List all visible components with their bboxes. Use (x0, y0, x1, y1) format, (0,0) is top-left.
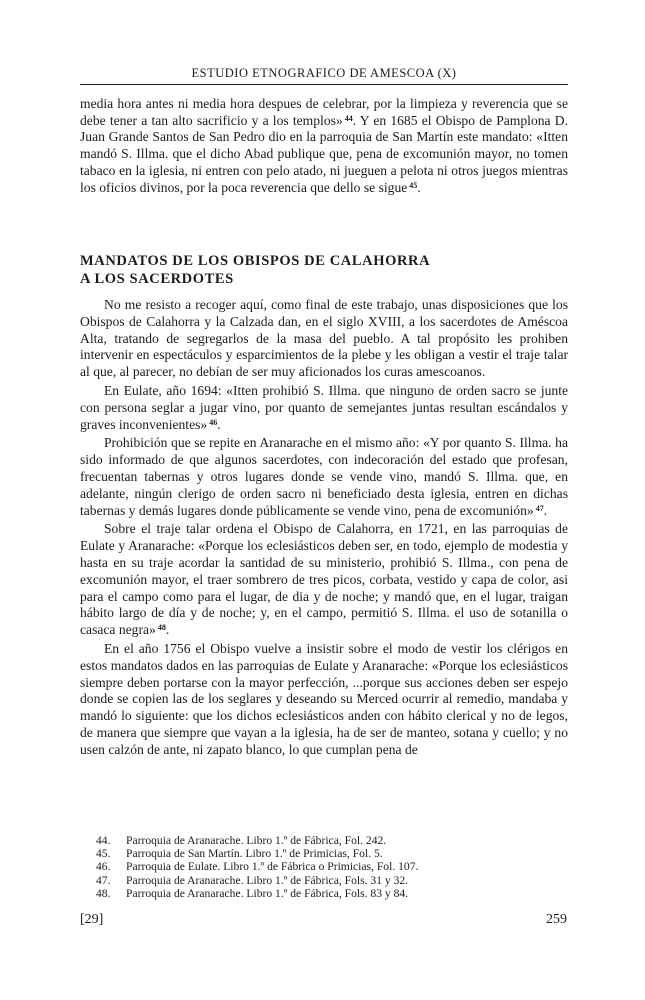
intro-paragraph (80, 96, 568, 196)
section-body (80, 297, 568, 761)
running-header: ESTUDIO ETNOGRAFICO DE AMESCOA (X) (191, 66, 457, 80)
header-rule (80, 84, 568, 85)
paragraph-tail: . (217, 416, 221, 432)
footnote-number: 44. (96, 834, 111, 847)
footnote (96, 887, 566, 900)
section-heading-line-2: A LOS SACERDOTES (80, 271, 234, 287)
page-number: 259 (546, 912, 567, 927)
footnote-number: 47. (96, 873, 111, 887)
paragraph-tail: . (543, 502, 548, 518)
paragraph-text: En Eulate, año 1694: «Itten prohibió S. Illma. que ninguno de orden sacro se junte con persona seglar a jugar vino, por quanto de semejantes juntas resultan escándalos y graves inconvenientes» (80, 382, 568, 432)
paragraph-tail: . (165, 622, 170, 638)
footnote-text: Parroquia de San Martín. Libro 1.º de Primicias, Fol. 5. (126, 847, 383, 861)
paragraph-text: Sobre el traje talar ordena el Obispo de Calahorra, en 1721, en las parroquias de Eulate y Aranarache: «Porque los eclesiásticos deben ser, en todo, ejemplo de modestia y hasta en su traje acordar la santidad de su ministerio, prohibió S. Illma., con pena de excomunión mayor, el traer sombrero de tres picos, corbata, vestido y capa de color, asi para el campo como para el lugar, de dia y de noche; y mandó que, en el lugar, traigan hábito largo de día y de noche; y, en el campo, permitió S. Illma. el uso de sotanilla o casaca negra» (80, 521, 568, 638)
footnote-number: 45. (96, 847, 111, 861)
paragraph (80, 297, 568, 381)
intro-text-2: . Y en 1685 el Obispo de Pamplona D. Juan Grande Santos de San Pedro dio en la parroquia de San Martín este mandato: «Itten mandó S. Illma. que el dicho Abad publique que, pena de excomunión mayor, no tomen tabaco en la iglesia, ni entren con pelo atado, ni jueguen a pelota ni otros juegos mientras los oficios divinos, por la poca reverencia que dello se sigue (80, 112, 568, 195)
folio-bracket-number: [29] (80, 912, 104, 927)
footnote-ref-48[interactable]: 48 (157, 623, 166, 633)
footnote-text: Parroquia de Aranarache. Libro 1.º de Fábrica, Fol. 242. (126, 834, 387, 847)
paragraph (80, 383, 568, 433)
footnote-ref-45[interactable]: 45 (409, 180, 418, 190)
footnote (96, 834, 566, 847)
footnote (96, 847, 566, 860)
section-heading (80, 252, 568, 288)
footnote-ref-47[interactable]: 47 (535, 503, 544, 513)
paragraph (80, 435, 568, 519)
footnote-text: Parroquia de Aranarache. Libro 1.º de Fábrica, Fols. 31 y 32. (126, 873, 409, 887)
footnotes (96, 834, 566, 900)
footnote-text: Parroquia de Aranarache. Libro 1.º de Fábrica, Fols. 83 y 84. (126, 886, 409, 900)
paragraph (80, 641, 568, 759)
footnote-ref-46[interactable]: 46 (209, 417, 218, 427)
intro-text-3: . (417, 179, 421, 195)
footnote (96, 860, 566, 873)
paragraph-text: En el año 1756 el Obispo vuelve a insistir sobre el modo de vestir los clérigos en estos mandatos dados en las parroquias de Eulate y Aranarache: «Porque los eclesiásticos siempre deben portarse con la mayor perfección, ...porque sus acciones deben ser espejo donde se copien las de los seglares y deseando su Merced ocurrir al remedio, mandaba y mandó lo siguiente: que los dichos eclesiásticos anden con hábito clerical y no de legos, de manera que siempre que vayan a la iglesia, ha de ser de manteo, sotana y cuello; y no usen calzón de ante, ni zapato blanco, lo que cumplan pena de (80, 640, 568, 757)
paragraph-text: Prohibición que se repite en Aranarache en el mismo año: «Y por quanto S. Illma. ha sido informado de que algunos sacerdotes, con indecoración del estado que profesan, frecuentan tabernas y otros lugares donde se vende vino, mandó S. Illma. que, en adelante, ningún clerigo de orden sacro ni beneficiado desta iglesia, entren en dichas tabernas y demás lugares donde públicamente se vende vino, pena de excomunión» (80, 435, 568, 518)
footnote-text: Parroquia de Eulate. Libro 1.º de Fábrica o Primicias, Fol. 107. (126, 860, 419, 874)
footnote (96, 874, 566, 887)
footnote-number: 48. (96, 886, 111, 900)
paragraph-text: No me resisto a recoger aquí, como final de este trabajo, unas disposiciones que los Obispos de Calahorra y la Calzada dan, en el siglo XVIII, a los sacerdotes de Améscoa Alta, tratando de segregarlos de la masa del pueblo. A tal propósito les prohiben intervenir en espectáculos y esparcimientos de la plebe y les obligan a vestir el traje talar al que, al parecer, no debían de ser muy aficionados los curas amescoanos. (80, 297, 568, 380)
footnote-number: 46. (96, 860, 111, 874)
intro-text: media hora antes ni media hora despues de celebrar, por la limpieza y reverencia que se debe tener a tan alto sacrificio y a los templos» (80, 96, 568, 128)
paragraph (80, 521, 568, 639)
footnote-ref-44[interactable]: 44 (344, 113, 353, 123)
section-heading-line-1: MANDATOS DE LOS OBISPOS DE CALAHORRA (80, 253, 431, 269)
